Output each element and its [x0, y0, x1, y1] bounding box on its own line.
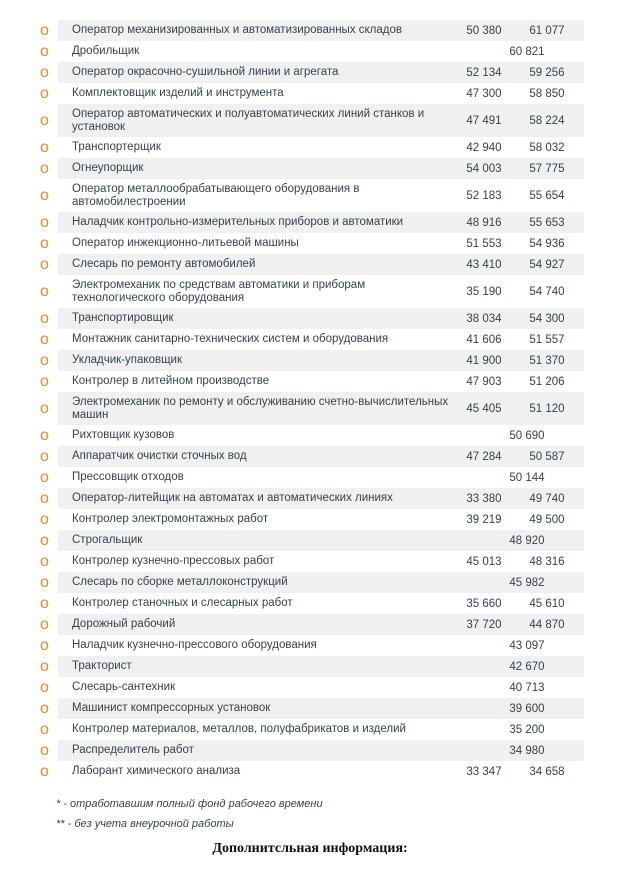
footnote-no-overtime: ** - без учета внеурочной работы: [56, 818, 234, 830]
row-cells: [58, 233, 584, 254]
row-cells: [58, 551, 584, 572]
salary-value: 40 713: [509, 681, 545, 694]
bullet-icon: o: [40, 399, 49, 417]
salary-value-2: 55 654: [529, 189, 565, 202]
salary-value-2: 34 658: [529, 765, 565, 778]
profession-name: Рихтовщик кузовов: [72, 429, 175, 441]
row-cells: [58, 212, 584, 233]
table-row: [38, 158, 584, 179]
salary-value-2: 51 120: [529, 402, 565, 415]
salary-value-2: 49 740: [529, 492, 565, 505]
bullet-icon: o: [40, 594, 49, 612]
table-row: [38, 761, 584, 782]
profession-name: Тракторист: [72, 660, 132, 672]
salary-value-2: 51 370: [529, 354, 565, 367]
profession-name: Укладчик-упаковщик: [72, 354, 182, 366]
salary-value-2: 61 077: [529, 24, 565, 37]
profession-name: Контролер в литейном производстве: [72, 375, 270, 387]
table-row: [38, 62, 584, 83]
profession-name: Дорожный рабочий: [72, 618, 176, 630]
profession-name: Электромеханик по ремонту и обслуживанию счетно-вычислительных машин: [72, 395, 449, 421]
table-row: [38, 551, 584, 572]
profession-name: Слесарь-сантехник: [72, 681, 176, 693]
profession-name: Прессовщик отходов: [72, 471, 184, 483]
row-cells: [58, 275, 584, 308]
bullet-icon: o: [40, 741, 49, 759]
bullet-icon: o: [40, 678, 49, 696]
bullet-icon: o: [40, 552, 49, 570]
salary-value-1: 52 134: [466, 66, 502, 79]
profession-name: Транспортерщик: [72, 141, 161, 153]
row-cells: [58, 698, 584, 719]
salary-value-1: 37 720: [466, 618, 502, 631]
row-cells: [58, 392, 584, 425]
salary-value-1: 47 284: [466, 450, 502, 463]
row-cells: [58, 104, 584, 137]
salary-value: 43 097: [509, 639, 545, 652]
bullet-icon: o: [40, 531, 49, 549]
row-cells: [58, 467, 584, 488]
profession-name: Распределитель работ: [72, 744, 194, 756]
row-cells: [58, 254, 584, 275]
table-row: [38, 233, 584, 254]
table-row: [38, 719, 584, 740]
bullet-icon: o: [40, 42, 49, 60]
profession-name: Машинист компрессорных установок: [72, 702, 271, 714]
salary-value-2: 59 256: [529, 66, 565, 79]
row-cells: [58, 593, 584, 614]
row-cells: [58, 137, 584, 158]
salary-value: 42 670: [509, 660, 545, 673]
bullet-icon: o: [40, 426, 49, 444]
profession-name: Оператор-литейщик на автоматах и автоматических линиях: [72, 492, 393, 504]
row-cells: [58, 41, 584, 62]
additional-info-heading: Дополнитсльная информация:: [212, 841, 408, 856]
bullet-icon: o: [40, 282, 49, 300]
row-cells: [58, 635, 584, 656]
table-row: [38, 467, 584, 488]
salary-value-1: 33 380: [466, 492, 502, 505]
profession-name: Транспортировщик: [72, 312, 174, 324]
bullet-icon: o: [40, 615, 49, 633]
bullet-icon: o: [40, 213, 49, 231]
table-row: [38, 137, 584, 158]
bullet-icon: o: [40, 351, 49, 369]
salary-value-1: 52 183: [466, 189, 502, 202]
salary-value-1: 41 900: [466, 354, 502, 367]
row-cells: [58, 83, 584, 104]
profession-name: Оператор автоматических и полуавтоматических линий станков и установок: [72, 107, 425, 133]
row-cells: [58, 329, 584, 350]
profession-name: Слесарь по сборке металлоконструкций: [72, 576, 288, 588]
bullet-icon: o: [40, 636, 49, 654]
salary-value-2: 54 927: [529, 258, 565, 271]
bullet-icon: o: [40, 186, 49, 204]
bullet-icon: o: [40, 720, 49, 738]
salary-value-2: 50 587: [529, 450, 565, 463]
salary-value-1: 51 553: [466, 237, 502, 250]
bullet-icon: o: [40, 63, 49, 81]
salary-value-2: 57 775: [529, 162, 565, 175]
row-cells: [58, 740, 584, 761]
bullet-icon: o: [40, 111, 49, 129]
table-row: [38, 656, 584, 677]
profession-name: Оператор металлообрабатывающего оборудования в автомобилестроении: [72, 182, 360, 208]
bullet-icon: o: [40, 21, 49, 39]
salary-value-2: 54 740: [529, 285, 565, 298]
row-cells: [58, 62, 584, 83]
salary-value-2: 54 300: [529, 312, 565, 325]
profession-name: Наладчик контрольно-измерительных приборов и автоматики: [72, 216, 404, 228]
salary-value-2: 54 936: [529, 237, 565, 250]
bullet-icon: o: [40, 138, 49, 156]
table-row: [38, 20, 584, 41]
row-cells: [58, 677, 584, 698]
table-row: [38, 350, 584, 371]
table-row: [38, 614, 584, 635]
table-row: [38, 41, 584, 62]
row-cells: [58, 308, 584, 329]
bullet-icon: o: [40, 159, 49, 177]
salary-value-1: 47 903: [466, 375, 502, 388]
row-cells: [58, 719, 584, 740]
profession-name: Контролер кузнечно-прессовых работ: [72, 555, 275, 567]
table-row: [38, 275, 584, 308]
salary-value-1: 41 606: [466, 333, 502, 346]
salary-value-1: 45 405: [466, 402, 502, 415]
table-row: [38, 212, 584, 233]
table-row: [38, 509, 584, 530]
bullet-icon: o: [40, 330, 49, 348]
salary-value-1: 38 034: [466, 312, 502, 325]
table-row: [38, 425, 584, 446]
salary-value-1: 42 940: [466, 141, 502, 154]
bullet-icon: o: [40, 309, 49, 327]
salary-value-1: 35 190: [466, 285, 502, 298]
salary-value: 45 982: [509, 576, 545, 589]
table-row: [38, 740, 584, 761]
salary-value-1: 33 347: [466, 765, 502, 778]
table-row: [38, 83, 584, 104]
table-row: [38, 392, 584, 425]
salary-value-1: 45 013: [466, 555, 502, 568]
row-cells: [58, 446, 584, 467]
bullet-icon: o: [40, 255, 49, 273]
table-row: [38, 635, 584, 656]
profession-name: Дробильщик: [72, 45, 140, 57]
salary-value-1: 47 300: [466, 87, 502, 100]
profession-name: Комплектовщик изделий и инструмента: [72, 87, 284, 99]
table-row: [38, 179, 584, 212]
table-row: [38, 572, 584, 593]
profession-name: Оператор инжекционно-литьевой машины: [72, 237, 299, 249]
salary-value-1: 54 003: [466, 162, 502, 175]
bullet-icon: o: [40, 372, 49, 390]
bullet-icon: o: [40, 84, 49, 102]
bullet-icon: o: [40, 234, 49, 252]
bullet-icon: o: [40, 762, 49, 780]
row-cells: [58, 761, 584, 782]
row-cells: [58, 656, 584, 677]
bullet-icon: o: [40, 447, 49, 465]
profession-name: Слесарь по ремонту автомобилей: [72, 258, 256, 270]
salary-value-2: 48 316: [529, 555, 565, 568]
salary-value: 34 980: [509, 744, 545, 757]
table-row: [38, 371, 584, 392]
salary-value-2: 58 032: [529, 141, 565, 154]
row-cells: [58, 179, 584, 212]
profession-name: Лаборант химического анализа: [72, 765, 241, 777]
salary-value-2: 55 653: [529, 216, 565, 229]
salary-value-1: 50 380: [466, 24, 502, 37]
profession-name: Электромеханик по средствам автоматики и приборам технологического оборудования: [72, 278, 366, 304]
salary-value-2: 51 557: [529, 333, 565, 346]
salary-value: 39 600: [509, 702, 545, 715]
bullet-icon: o: [40, 489, 49, 507]
table-row: [38, 677, 584, 698]
row-cells: [58, 572, 584, 593]
salary-value: 60 821: [509, 45, 545, 58]
table-row: [38, 698, 584, 719]
bullet-icon: o: [40, 699, 49, 717]
salary-value-2: 51 206: [529, 375, 565, 388]
table-row: [38, 488, 584, 509]
profession-name: Наладчик кузнечно-прессового оборудования: [72, 639, 317, 651]
profession-name: Огнеупорщик: [72, 162, 144, 174]
profession-name: Контролер материалов, металлов, полуфабрикатов и изделий: [72, 723, 406, 735]
bullet-icon: o: [40, 573, 49, 591]
profession-name: Контролер электромонтажных работ: [72, 513, 269, 525]
footnote-full-time: * - отработавшим полный фонд рабочего времени: [56, 798, 323, 810]
salary-value-1: 39 219: [466, 513, 502, 526]
row-cells: [58, 425, 584, 446]
profession-name: Оператор окрасочно-сушильной линии и агрегата: [72, 66, 339, 78]
bullet-icon: o: [40, 510, 49, 528]
salary-value: 50 144: [509, 471, 545, 484]
row-cells: [58, 509, 584, 530]
row-cells: [58, 350, 584, 371]
table-row: [38, 254, 584, 275]
salary-value-2: 44 870: [529, 618, 565, 631]
table-row: [38, 593, 584, 614]
salary-value: 50 690: [509, 429, 545, 442]
row-cells: [58, 488, 584, 509]
salary-value-1: 47 491: [466, 114, 502, 127]
row-cells: [58, 371, 584, 392]
profession-name: Контролер станочных и слесарных работ: [72, 597, 293, 609]
salary-value-2: 58 850: [529, 87, 565, 100]
table-row: [38, 329, 584, 350]
salary-value: 48 920: [509, 534, 545, 547]
salary-value: 35 200: [509, 723, 545, 736]
row-cells: [58, 530, 584, 551]
salary-value-2: 49 500: [529, 513, 565, 526]
salary-value-2: 45 610: [529, 597, 565, 610]
table-row: [38, 530, 584, 551]
row-cells: [58, 20, 584, 41]
bullet-icon: o: [40, 468, 49, 486]
table-row: [38, 446, 584, 467]
profession-name: Строгальщик: [72, 534, 143, 546]
row-cells: [58, 614, 584, 635]
profession-name: Оператор механизированных и автоматизированных складов: [72, 24, 403, 36]
bullet-icon: o: [40, 657, 49, 675]
salary-value-2: 58 224: [529, 114, 565, 127]
table-row: [38, 308, 584, 329]
salary-value-1: 35 660: [466, 597, 502, 610]
table-row: [38, 104, 584, 137]
row-cells: [58, 158, 584, 179]
footnotes: [56, 797, 323, 837]
profession-name: Аппаратчик очистки сточных вод: [72, 450, 247, 462]
salary-table: [38, 20, 584, 782]
salary-value-1: 48 916: [466, 216, 502, 229]
salary-value-1: 43 410: [466, 258, 502, 271]
profession-name: Монтажник санитарно-технических систем и оборудования: [72, 333, 389, 345]
